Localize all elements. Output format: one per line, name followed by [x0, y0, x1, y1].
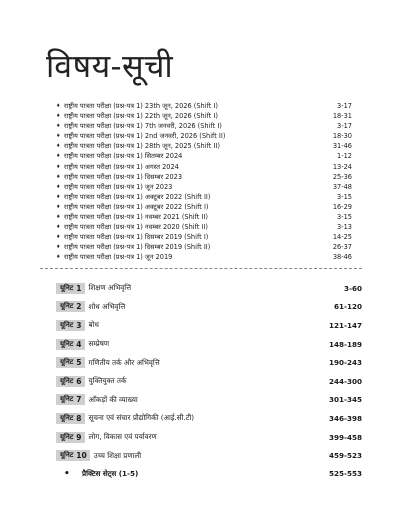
unit-title: सूचना एवं संचार प्रौद्योगिकी (आई.सी.टी) [88, 413, 195, 423]
paper-title: राष्ट्रीय पात्रता परीक्षा (प्रश्न-पत्र 1) जून 2023 [64, 182, 173, 191]
paper-list-item [56, 101, 352, 111]
paper-pages: 3-15 [337, 192, 352, 201]
paper-pages: 25-36 [332, 172, 352, 181]
bullet-icon: ♦ [56, 203, 61, 210]
paper-pages: 18-30 [332, 132, 352, 141]
paper-title: राष्ट्रीय पात्रता परीक्षा (प्रश्न-पत्र 1) 22th जून, 2026 (Shift I) [64, 112, 218, 121]
bullet-icon: ♦ [56, 254, 61, 261]
unit-list-item [56, 335, 362, 354]
paper-title: राष्ट्रीय पात्रता परीक्षा (प्रश्न-पत्र 1) दिसम्बर 2019 (Shift II) [64, 243, 211, 252]
unit-list-item [56, 372, 362, 391]
unit-title: लोग, विकास एवं पर्यावरण [88, 432, 157, 442]
bullet-icon: ♦ [56, 224, 61, 231]
unit-number: 7 [76, 395, 82, 405]
practice-title: प्रैक्टिस सेट्स (1-5) [82, 468, 139, 478]
paper-title: राष्ट्रीय पात्रता परीक्षा (प्रश्न-पत्र 1) अक्टूबर 2022 (Shift II) [64, 192, 211, 201]
unit-list-item [56, 316, 362, 335]
unit-title: युक्तियुक्त तर्क [88, 376, 127, 386]
unit-label: यूनिट [60, 451, 74, 460]
units-list [56, 279, 362, 482]
unit-pages: 346-398 [329, 413, 362, 423]
bullet-icon: ♦ [56, 173, 61, 180]
unit-title: गणितीय तर्क और अभिवृत्ति [88, 357, 160, 367]
unit-label: यूनिट [60, 302, 74, 311]
paper-list-item [56, 141, 352, 151]
bullet-icon: ♦ [56, 143, 61, 150]
unit-pages: 190-243 [329, 358, 362, 368]
unit-badge [56, 339, 85, 350]
unit-number: 1 [76, 283, 82, 293]
paper-list-item [56, 192, 352, 202]
unit-label: यूनिट [60, 358, 74, 367]
bullet-icon: ♦ [56, 214, 61, 221]
unit-title: उच्च शिक्षा प्रणाली [93, 450, 142, 460]
paper-title: राष्ट्रीय पात्रता परीक्षा (प्रश्न-पत्र 1) सितम्बर 2024 [64, 152, 183, 161]
unit-number: 2 [76, 302, 82, 312]
paper-list-item [56, 111, 352, 121]
unit-pages: 459-523 [329, 451, 362, 461]
unit-title: आँकड़ों की व्याख्या [88, 394, 138, 404]
paper-pages: 26-37 [332, 243, 352, 252]
unit-pages: 121-147 [329, 320, 362, 330]
unit-list-item [56, 298, 362, 317]
paper-pages: 3-15 [337, 213, 352, 222]
paper-title: राष्ट्रीय पात्रता परीक्षा (प्रश्न-पत्र 1) अगस्त 2024 [64, 162, 179, 171]
unit-list-item [56, 353, 362, 372]
unit-pages: 301-345 [329, 395, 362, 405]
unit-list-item [56, 409, 362, 428]
paper-title: राष्ट्रीय पात्रता परीक्षा (प्रश्न-पत्र 1) दिसम्बर 2019 (Shift I) [64, 233, 209, 242]
unit-label: यूनिट [60, 283, 74, 292]
paper-list-item [56, 222, 352, 232]
unit-number: 3 [76, 320, 82, 330]
unit-number: 5 [76, 358, 82, 368]
bullet-icon: ♦ [56, 163, 61, 170]
unit-title: शोध अभिवृत्ति [88, 301, 126, 311]
unit-pages: 61-120 [334, 302, 362, 312]
bullet-icon: ♦ [56, 153, 61, 160]
bullet-icon: ♦ [56, 133, 61, 140]
practice-sets-item [56, 466, 362, 482]
unit-number: 4 [76, 339, 82, 349]
paper-pages: 18-31 [332, 112, 352, 121]
unit-list-item [56, 279, 362, 298]
paper-title: राष्ट्रीय पात्रता परीक्षा (प्रश्न-पत्र 1) दिसम्बर 2023 [64, 172, 183, 181]
bullet-icon: ♦ [56, 113, 61, 120]
paper-pages: 3-13 [337, 223, 352, 232]
unit-badge [56, 320, 85, 331]
bullet-icon: • [64, 468, 70, 479]
exam-papers-list [56, 101, 352, 263]
paper-list-item [56, 151, 352, 161]
unit-title: शिक्षण अभिवृत्ति [88, 283, 132, 293]
unit-list-item [56, 391, 362, 410]
paper-list-item [56, 182, 352, 192]
paper-list-item [56, 162, 352, 172]
unit-list-item [56, 446, 362, 465]
paper-pages: 1-12 [337, 152, 352, 161]
bullet-icon: ♦ [56, 123, 61, 130]
paper-title: राष्ट्रीय पात्रता परीक्षा (प्रश्न-पत्र 1) अक्टूबर 2022 (Shift I) [64, 202, 209, 211]
unit-badge [56, 283, 85, 294]
paper-pages: 3-17 [337, 102, 352, 110]
paper-list-item [56, 202, 352, 212]
paper-title: राष्ट्रीय पात्रता परीक्षा (प्रश्न-पत्र 1) जून 2019 [64, 253, 173, 262]
unit-number: 8 [76, 413, 82, 423]
unit-badge [56, 394, 85, 405]
paper-list-item [56, 121, 352, 131]
paper-pages: 3-17 [337, 122, 352, 131]
unit-label: यूनिट [60, 413, 74, 422]
paper-pages: 31-46 [332, 142, 352, 151]
unit-badge [56, 301, 85, 312]
unit-number: 9 [76, 432, 82, 442]
paper-list-item [56, 252, 352, 262]
bullet-icon: ♦ [56, 193, 61, 200]
unit-badge [56, 432, 85, 443]
paper-list-item [56, 172, 352, 182]
unit-title: सम्प्रेषण [88, 339, 110, 349]
unit-label: यूनिट [60, 376, 74, 385]
unit-pages: 3-60 [344, 283, 362, 293]
unit-title: बोध [88, 320, 99, 330]
paper-pages: 38-46 [332, 253, 352, 262]
paper-pages: 14-25 [332, 233, 352, 242]
paper-list-item [56, 131, 352, 141]
unit-list-item [56, 428, 362, 447]
unit-label: यूनिट [60, 432, 74, 441]
unit-pages: 399-458 [329, 432, 362, 442]
unit-badge [56, 413, 85, 424]
paper-pages: 13-24 [332, 162, 352, 171]
bullet-icon: ♦ [56, 234, 61, 241]
unit-badge [56, 376, 85, 387]
unit-number: 10 [76, 451, 87, 461]
page-title: विषय-सूची [46, 47, 174, 85]
paper-pages: 37-48 [332, 182, 352, 191]
unit-badge [56, 357, 85, 368]
unit-label: यूनिट [60, 339, 74, 348]
paper-title: राष्ट्रीय पात्रता परीक्षा (प्रश्न-पत्र 1) 28th जून, 2025 (Shift II) [64, 142, 220, 151]
paper-title: राष्ट्रीय पात्रता परीक्षा (प्रश्न-पत्र 1) 7th जनवरी, 2026 (Shift I) [64, 122, 222, 131]
unit-number: 6 [76, 376, 82, 386]
unit-pages: 244-300 [329, 376, 362, 386]
paper-list-item [56, 232, 352, 242]
bullet-icon: ♦ [56, 103, 61, 109]
unit-pages: 148-189 [329, 339, 362, 349]
paper-pages: 16-29 [332, 202, 352, 211]
bullet-icon: ♦ [56, 244, 61, 251]
paper-list-item [56, 212, 352, 222]
paper-title: राष्ट्रीय पात्रता परीक्षा (प्रश्न-पत्र 1) नवम्बर 2021 (Shift II) [64, 213, 208, 222]
paper-list-item [56, 242, 352, 252]
paper-title: राष्ट्रीय पात्रता परीक्षा (प्रश्न-पत्र 1) नवम्बर 2020 (Shift II) [64, 223, 208, 232]
unit-badge [56, 450, 90, 461]
unit-label: यूनिट [60, 395, 74, 404]
unit-label: यूनिट [60, 320, 74, 329]
paper-title: राष्ट्रीय पात्रता परीक्षा (प्रश्न-पत्र 1) 2nd जनवरी, 2026 (Shift II) [64, 132, 226, 141]
practice-pages: 525-553 [329, 469, 362, 479]
bullet-icon: ♦ [56, 183, 61, 190]
paper-title: राष्ट्रीय पात्रता परीक्षा (प्रश्न-पत्र 1) 23th जून, 2026 (Shift I) [64, 102, 218, 110]
section-divider [40, 268, 362, 269]
